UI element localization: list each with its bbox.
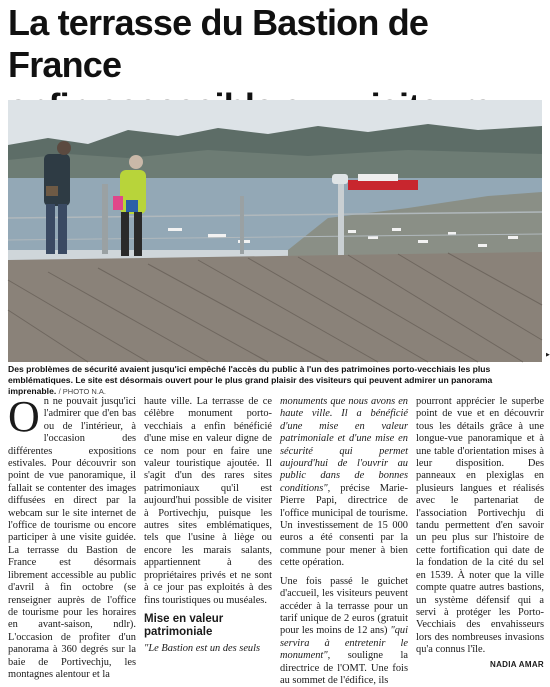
telescope-viewer — [332, 174, 348, 184]
column-3-text-2a: Une fois passé le guichet d'accueil, les visiteurs peuvent accéder à la terrasse pour un tarif unique de 2 euros (gratuit pour les moins de 12 ans) — [280, 575, 408, 637]
column-1-text: n ne pouvait jusqu'ici l'admirer que d'en bas ou de l'intérieur, à l'occasion des différentes expositions estivales. Pour découvrir son point de vue panoramique, il fallait se contenter des images diffusées en direct par la webcam sur le site internet de l'office de tourisme ou encore participer à une visite guidée. La terrasse du Bastion de France est désormais librement accessible au public d'avril à fin octobre (se renseigner auprès de l'office de tourisme pour les horaires en avant-saison, ndlr). L'occasion de profiter d'un panorama à 360 degrés sur la baie de Portivechju, les montagnes alentour et la — [8, 396, 136, 680]
article-body — [8, 392, 544, 686]
column-2-quote: "Le Bastion est un des seuls — [144, 642, 261, 654]
dropcap: O — [8, 392, 40, 441]
column-4-text: pourront apprécier le superbe point de vue et en découvrir tous les détails grâce à une longue-vue panoramique et à une table d'orientation mises à leur disposition. Des panneaux en plexiglas en plusieurs langues et réalisés avec le partenariat de l'association Portivechju di tandu permettent d'en savoir un peu plus sur l'histoire de cette fortification qui date de la fondation de la cité du sel en 1539. À noter que la ville compte quatre autres bastions, un système défensif qui a servi à protéger les Porto-Vecchiais des envahisseurs lors des nombreuses invasions qu'a connus l'île. — [416, 396, 544, 656]
headline-line-1: La terrasse du Bastion de France — [8, 2, 429, 85]
column-1 — [8, 392, 136, 680]
railing-post — [102, 184, 108, 254]
caption-text: Des problèmes de sécurité avaient jusqu'ici empêché l'accès du public à l'un des patrimoines porto-vecchiais les plus emblématiques. Le site est désormais ouvert pour le plus grand plaisir des visiteurs qui peuvent admirer un panorama imprenable. — [8, 364, 493, 396]
column-2 — [144, 396, 272, 654]
railing-post — [240, 196, 244, 254]
ferry — [348, 180, 418, 190]
column-4 — [416, 396, 544, 669]
column-3 — [280, 396, 408, 686]
subheading-line-1: Mise en valeur — [144, 612, 224, 625]
photo-credit: / PHOTO N.A. — [58, 387, 107, 396]
column-3-quote: monuments que nous avons en haute ville. Il a bénéficié d'une mise en valeur patrimoniale et d'une mise en sécurité qui permet aujourd'hui de l'ouvrir au public dans de bonnes conditions", — [280, 396, 408, 494]
column-3-paragraph-2 — [280, 576, 408, 687]
column-2-text: haute ville. La terrasse de ce célèbre monument porto-vecchiais a enfin bénéficié d'une mise en valeur digne de ce nom pour en faire une valeur touristique ajoutée. Il s'agit d'un des rares sites patrimoniaux qu'il est aujourd'hui possible de visiter à Portivechju, puisque les autres sites emblématiques, tels que l'usine à liège ou encore les marais salants, appartiennent à des propriétaires privés et ne sont à ce jour pas exploités à des fins touristiques ou muséales. — [144, 396, 272, 606]
column-3-text: précise Marie-Pierre Papi, directrice de l'office municipal de tourisme. Un investissement de 15 000 euros a été consenti par la commune pour mener à bien cette opération. — [280, 482, 408, 569]
ferry-cabin — [358, 174, 398, 181]
wooden-deck — [8, 252, 542, 362]
article-photo — [8, 100, 542, 362]
column-3-text-2b: souligne la directrice de l'OMT. Une fois au sommet de l'édifice, ils — [280, 650, 408, 686]
photo-caption — [8, 364, 542, 397]
subheading — [144, 613, 272, 639]
terrace-panorama-illustration — [8, 100, 542, 362]
column-3-quote-2: "qui servira à entretenir le monument", — [280, 625, 408, 662]
page-marker: ▶ — [546, 352, 550, 358]
byline: NADIA AMAR — [490, 659, 544, 669]
telescope-pole — [338, 182, 344, 262]
subheading-line-2: patrimoniale — [144, 625, 213, 638]
